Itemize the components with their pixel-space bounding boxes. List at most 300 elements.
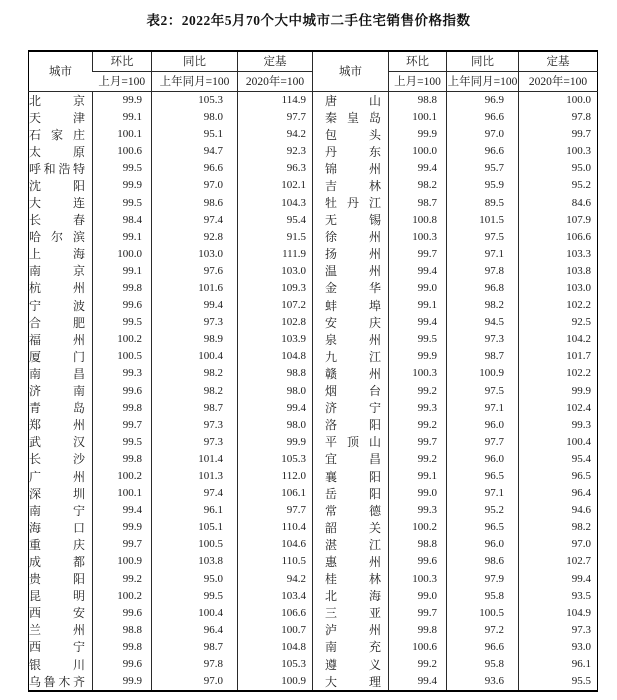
- city-name: 石家庄: [29, 127, 85, 142]
- city-name-cell: [29, 382, 93, 399]
- yoy-index-value: 98.7: [152, 638, 238, 655]
- city-name-cell: [313, 160, 389, 177]
- city-name-cell: [313, 485, 389, 502]
- yoy-index-value: 97.4: [152, 485, 238, 502]
- yoy-index-value: 96.1: [152, 502, 238, 519]
- city-name-cell: [29, 348, 93, 365]
- yoy-index-value: 96.0: [447, 416, 519, 433]
- city-name-cell: [29, 416, 93, 433]
- yoy-index-value: 96.6: [447, 109, 519, 126]
- yoy-index-value: 92.8: [152, 228, 238, 245]
- city-name: 大连: [29, 196, 85, 211]
- city-name-cell: [29, 160, 93, 177]
- table-row: [29, 245, 598, 262]
- fixed-index-value: 94.6: [519, 502, 598, 519]
- mom-index-value: 100.2: [389, 519, 447, 536]
- mom-index-value: 99.4: [389, 160, 447, 177]
- fixed-index-value: 103.0: [238, 262, 313, 279]
- mom-index-value: 99.4: [389, 314, 447, 331]
- city-name: 兰州: [29, 623, 85, 638]
- yoy-index-value: 97.0: [447, 126, 519, 143]
- mom-index-value: 99.9: [389, 126, 447, 143]
- city-name-cell: [313, 502, 389, 519]
- fixed-index-value: 104.9: [519, 604, 598, 621]
- yoy-index-value: 105.3: [152, 91, 238, 109]
- header-fixed-base-right: 定基: [519, 51, 598, 71]
- mom-index-value: 99.0: [389, 279, 447, 296]
- city-name: 武汉: [29, 435, 85, 450]
- fixed-index-value: 95.0: [519, 160, 598, 177]
- city-name-cell: [29, 570, 93, 587]
- city-name: 合肥: [29, 315, 85, 330]
- city-name: 无锡: [325, 213, 381, 228]
- city-name-cell: [313, 553, 389, 570]
- mom-index-value: 99.8: [93, 638, 152, 655]
- city-name: 丹东: [325, 144, 381, 159]
- yoy-index-value: 97.6: [152, 262, 238, 279]
- mom-index-value: 99.2: [93, 570, 152, 587]
- fixed-index-value: 112.0: [238, 467, 313, 484]
- fixed-index-value: 102.4: [519, 399, 598, 416]
- mom-index-value: 100.1: [93, 126, 152, 143]
- mom-index-value: 100.5: [93, 348, 152, 365]
- yoy-index-value: 96.6: [447, 143, 519, 160]
- city-name: 南昌: [29, 366, 85, 381]
- city-name-cell: [29, 467, 93, 484]
- fixed-index-value: 107.2: [238, 297, 313, 314]
- fixed-index-value: 92.3: [238, 143, 313, 160]
- fixed-index-value: 96.5: [519, 467, 598, 484]
- table-row: [29, 519, 598, 536]
- mom-index-value: 99.5: [93, 194, 152, 211]
- yoy-index-value: 96.4: [152, 621, 238, 638]
- yoy-index-value: 100.4: [152, 348, 238, 365]
- mom-index-value: 100.6: [389, 638, 447, 655]
- city-name-cell: [29, 194, 93, 211]
- yoy-index-value: 97.3: [152, 314, 238, 331]
- city-name-cell: [29, 399, 93, 416]
- city-name-cell: [313, 382, 389, 399]
- header-yoy-base-left: 上年同月=100: [152, 71, 238, 91]
- table-body: [29, 91, 598, 691]
- city-name-cell: [313, 638, 389, 655]
- city-name-cell: [29, 502, 93, 519]
- yoy-index-value: 95.7: [447, 160, 519, 177]
- yoy-index-value: 96.0: [447, 450, 519, 467]
- mom-index-value: 99.9: [93, 673, 152, 691]
- city-name-cell: [313, 211, 389, 228]
- fixed-index-value: 103.9: [238, 331, 313, 348]
- yoy-index-value: 100.4: [152, 604, 238, 621]
- table-row: [29, 279, 598, 296]
- city-name-cell: [313, 416, 389, 433]
- fixed-index-value: 94.2: [238, 570, 313, 587]
- city-name-cell: [313, 194, 389, 211]
- yoy-index-value: 98.2: [447, 297, 519, 314]
- city-name-cell: [313, 126, 389, 143]
- table-row: [29, 433, 598, 450]
- city-name: 牡丹江: [325, 196, 381, 211]
- table-row: [29, 502, 598, 519]
- city-name-cell: [313, 177, 389, 194]
- fixed-index-value: 106.1: [238, 485, 313, 502]
- yoy-index-value: 94.7: [152, 143, 238, 160]
- fixed-index-value: 99.4: [238, 399, 313, 416]
- header-mom-base-right: 上月=100: [389, 71, 447, 91]
- yoy-index-value: 93.6: [447, 673, 519, 691]
- header-fixed-base-label-left: 2020年=100: [238, 71, 313, 91]
- mom-index-value: 99.0: [389, 587, 447, 604]
- mom-index-value: 99.7: [93, 416, 152, 433]
- yoy-index-value: 96.9: [447, 91, 519, 109]
- yoy-index-value: 98.9: [152, 331, 238, 348]
- fixed-index-value: 95.5: [519, 673, 598, 691]
- fixed-index-value: 97.7: [238, 502, 313, 519]
- yoy-index-value: 98.2: [152, 365, 238, 382]
- fixed-index-value: 103.4: [238, 587, 313, 604]
- city-name: 蚌埠: [325, 298, 381, 313]
- city-name-cell: [29, 519, 93, 536]
- fixed-index-value: 102.2: [519, 365, 598, 382]
- mom-index-value: 99.7: [389, 433, 447, 450]
- mom-index-value: 99.8: [93, 279, 152, 296]
- city-name: 安庆: [325, 315, 381, 330]
- mom-index-value: 100.3: [389, 228, 447, 245]
- city-name: 济宁: [325, 401, 381, 416]
- city-name: 赣州: [325, 366, 381, 381]
- city-name: 长春: [29, 213, 85, 228]
- fixed-index-value: 102.2: [519, 297, 598, 314]
- yoy-index-value: 96.5: [447, 519, 519, 536]
- city-name-cell: [29, 536, 93, 553]
- fixed-index-value: 95.2: [519, 177, 598, 194]
- table-row: [29, 621, 598, 638]
- fixed-index-value: 111.9: [238, 245, 313, 262]
- city-name-cell: [29, 604, 93, 621]
- mom-index-value: 99.6: [93, 382, 152, 399]
- mom-index-value: 98.7: [389, 194, 447, 211]
- city-name-cell: [313, 604, 389, 621]
- city-name: 长沙: [29, 452, 85, 467]
- city-name: 韶关: [325, 520, 381, 535]
- mom-index-value: 100.9: [93, 553, 152, 570]
- yoy-index-value: 98.0: [152, 109, 238, 126]
- fixed-index-value: 91.5: [238, 228, 313, 245]
- city-name: 烟台: [325, 384, 381, 399]
- fixed-index-value: 103.0: [519, 279, 598, 296]
- mom-index-value: 99.6: [389, 553, 447, 570]
- mom-index-value: 100.3: [389, 570, 447, 587]
- fixed-index-value: 92.5: [519, 314, 598, 331]
- table-row: [29, 673, 598, 691]
- fixed-index-value: 103.3: [519, 245, 598, 262]
- price-index-table: [28, 50, 598, 692]
- fixed-index-value: 100.0: [519, 91, 598, 109]
- city-name: 泸州: [325, 623, 381, 638]
- city-name-cell: [313, 519, 389, 536]
- table-row: [29, 604, 598, 621]
- mom-index-value: 99.1: [93, 109, 152, 126]
- fixed-index-value: 104.8: [238, 348, 313, 365]
- yoy-index-value: 97.2: [447, 621, 519, 638]
- yoy-index-value: 99.5: [152, 587, 238, 604]
- mom-index-value: 100.8: [389, 211, 447, 228]
- city-name-cell: [313, 621, 389, 638]
- fixed-index-value: 100.4: [519, 433, 598, 450]
- yoy-index-value: 97.5: [447, 382, 519, 399]
- city-name: 九江: [325, 349, 381, 364]
- yoy-index-value: 95.9: [447, 177, 519, 194]
- city-name: 锦州: [325, 161, 381, 176]
- header-yoy-right: 同比: [447, 51, 519, 71]
- mom-index-value: 99.9: [93, 519, 152, 536]
- fixed-index-value: 102.7: [519, 553, 598, 570]
- mom-index-value: 99.3: [93, 365, 152, 382]
- mom-index-value: 99.9: [93, 177, 152, 194]
- city-name-cell: [29, 553, 93, 570]
- fixed-index-value: 106.6: [238, 604, 313, 621]
- city-name: 桂林: [325, 572, 381, 587]
- city-name: 天津: [29, 110, 85, 125]
- yoy-index-value: 98.2: [152, 382, 238, 399]
- mom-index-value: 100.1: [93, 485, 152, 502]
- city-name: 大理: [325, 674, 381, 689]
- city-name-cell: [29, 126, 93, 143]
- table-title: 表2：2022年5月70个大中城市二手住宅销售价格指数: [146, 13, 471, 28]
- table-row: [29, 177, 598, 194]
- city-name: 郑州: [29, 418, 85, 433]
- city-name: 西宁: [29, 640, 85, 655]
- city-name-cell: [313, 570, 389, 587]
- city-name: 徐州: [325, 230, 381, 245]
- city-name: 金华: [325, 281, 381, 296]
- city-name-cell: [313, 109, 389, 126]
- fixed-index-value: 84.6: [519, 194, 598, 211]
- city-name: 岳阳: [325, 486, 381, 501]
- city-name-cell: [29, 228, 93, 245]
- header-fixed-base-label-right: 2020年=100: [519, 71, 598, 91]
- table-row: [29, 365, 598, 382]
- yoy-index-value: 101.6: [152, 279, 238, 296]
- yoy-index-value: 97.5: [447, 228, 519, 245]
- city-name: 青岛: [29, 401, 85, 416]
- city-name: 吉林: [325, 178, 381, 193]
- city-name: 北海: [325, 589, 381, 604]
- mom-index-value: 99.6: [93, 297, 152, 314]
- city-name: 乌鲁木齐: [29, 674, 85, 689]
- city-name: 南宁: [29, 503, 85, 518]
- city-name-cell: [313, 331, 389, 348]
- mom-index-value: 98.8: [389, 91, 447, 109]
- city-name-cell: [313, 536, 389, 553]
- city-name-cell: [29, 297, 93, 314]
- city-name-cell: [313, 673, 389, 691]
- city-name: 哈尔滨: [29, 230, 85, 245]
- city-name: 重庆: [29, 537, 85, 552]
- city-name: 厦门: [29, 349, 85, 364]
- yoy-index-value: 97.7: [447, 433, 519, 450]
- fixed-index-value: 104.3: [238, 194, 313, 211]
- yoy-index-value: 98.7: [152, 399, 238, 416]
- yoy-index-value: 98.7: [447, 348, 519, 365]
- city-name: 唐山: [325, 93, 381, 108]
- header-fixed-base-left: 定基: [238, 51, 313, 71]
- city-name: 宜昌: [325, 452, 381, 467]
- mom-index-value: 100.2: [93, 587, 152, 604]
- city-name-cell: [313, 399, 389, 416]
- yoy-index-value: 96.0: [447, 536, 519, 553]
- mom-index-value: 99.8: [93, 450, 152, 467]
- city-name: 平顶山: [325, 435, 381, 450]
- yoy-index-value: 97.0: [152, 673, 238, 691]
- yoy-index-value: 103.8: [152, 553, 238, 570]
- yoy-index-value: 97.8: [152, 656, 238, 673]
- table-row: [29, 536, 598, 553]
- city-name: 洛阳: [325, 418, 381, 433]
- city-name-cell: [313, 587, 389, 604]
- fixed-index-value: 105.3: [238, 656, 313, 673]
- table-row: [29, 467, 598, 484]
- city-name: 海口: [29, 520, 85, 535]
- mom-index-value: 100.0: [389, 143, 447, 160]
- mom-index-value: 99.9: [389, 348, 447, 365]
- yoy-index-value: 89.5: [447, 194, 519, 211]
- yoy-index-value: 99.4: [152, 297, 238, 314]
- yoy-index-value: 94.5: [447, 314, 519, 331]
- mom-index-value: 99.4: [389, 262, 447, 279]
- city-name-cell: [313, 245, 389, 262]
- city-name: 西安: [29, 606, 85, 621]
- fixed-index-value: 99.3: [519, 416, 598, 433]
- table-row: [29, 450, 598, 467]
- yoy-index-value: 97.1: [447, 399, 519, 416]
- table-row: [29, 160, 598, 177]
- fixed-index-value: 99.9: [519, 382, 598, 399]
- fixed-index-value: 105.3: [238, 450, 313, 467]
- mom-index-value: 98.8: [389, 536, 447, 553]
- city-name: 济南: [29, 384, 85, 399]
- mom-index-value: 100.2: [93, 467, 152, 484]
- city-name: 上海: [29, 247, 85, 262]
- yoy-index-value: 101.5: [447, 211, 519, 228]
- yoy-index-value: 95.8: [447, 656, 519, 673]
- fixed-index-value: 110.4: [238, 519, 313, 536]
- fixed-index-value: 96.4: [519, 485, 598, 502]
- city-name-cell: [29, 262, 93, 279]
- yoy-index-value: 96.5: [447, 467, 519, 484]
- mom-index-value: 99.5: [389, 331, 447, 348]
- fixed-index-value: 100.3: [519, 143, 598, 160]
- city-name: 杭州: [29, 281, 85, 296]
- yoy-index-value: 97.3: [152, 433, 238, 450]
- mom-index-value: 100.3: [389, 365, 447, 382]
- mom-index-value: 99.3: [389, 502, 447, 519]
- table-row: [29, 143, 598, 160]
- table-row: [29, 228, 598, 245]
- city-name-cell: [313, 348, 389, 365]
- mom-index-value: 98.2: [389, 177, 447, 194]
- mom-index-value: 99.8: [93, 399, 152, 416]
- city-name: 贵阳: [29, 572, 85, 587]
- table-row: [29, 126, 598, 143]
- yoy-index-value: 95.8: [447, 587, 519, 604]
- city-name-cell: [313, 91, 389, 109]
- yoy-index-value: 101.3: [152, 467, 238, 484]
- yoy-index-value: 95.1: [152, 126, 238, 143]
- city-name-cell: [29, 587, 93, 604]
- fixed-index-value: 107.9: [519, 211, 598, 228]
- fixed-index-value: 100.9: [238, 673, 313, 691]
- fixed-index-value: 95.4: [519, 450, 598, 467]
- fixed-index-value: 106.6: [519, 228, 598, 245]
- city-name-cell: [29, 433, 93, 450]
- city-name: 沈阳: [29, 178, 85, 193]
- table-row: [29, 416, 598, 433]
- fixed-index-value: 102.1: [238, 177, 313, 194]
- city-name-cell: [29, 673, 93, 691]
- mom-index-value: 99.1: [93, 262, 152, 279]
- table-row: [29, 109, 598, 126]
- city-name: 惠州: [325, 554, 381, 569]
- city-name-cell: [313, 365, 389, 382]
- mom-index-value: 98.8: [93, 621, 152, 638]
- header-mom-base-left: 上月=100: [93, 71, 152, 91]
- table-header: [29, 51, 598, 91]
- mom-index-value: 99.4: [389, 673, 447, 691]
- header-yoy-base-right: 上年同月=100: [447, 71, 519, 91]
- mom-index-value: 100.2: [93, 331, 152, 348]
- city-name: 福州: [29, 332, 85, 347]
- fixed-index-value: 99.7: [519, 126, 598, 143]
- fixed-index-value: 93.5: [519, 587, 598, 604]
- table-row: [29, 194, 598, 211]
- yoy-index-value: 97.1: [447, 245, 519, 262]
- mom-index-value: 99.3: [389, 399, 447, 416]
- table-row: [29, 485, 598, 502]
- fixed-index-value: 94.2: [238, 126, 313, 143]
- yoy-index-value: 98.6: [447, 553, 519, 570]
- fixed-index-value: 99.9: [238, 433, 313, 450]
- city-name-cell: [29, 211, 93, 228]
- mom-index-value: 99.7: [93, 536, 152, 553]
- fixed-index-value: 98.0: [238, 416, 313, 433]
- table-row: [29, 348, 598, 365]
- mom-index-value: 99.5: [93, 160, 152, 177]
- city-name-cell: [313, 467, 389, 484]
- header-mom-right: 环比: [389, 51, 447, 71]
- table-row: [29, 382, 598, 399]
- city-name: 三亚: [325, 606, 381, 621]
- fixed-index-value: 97.8: [519, 109, 598, 126]
- city-name-cell: [313, 450, 389, 467]
- table-row: [29, 570, 598, 587]
- city-name-cell: [29, 331, 93, 348]
- city-name: 湛江: [325, 537, 381, 552]
- fixed-index-value: 98.2: [519, 519, 598, 536]
- city-name-cell: [29, 91, 93, 109]
- mom-index-value: 99.7: [389, 604, 447, 621]
- city-name-cell: [29, 450, 93, 467]
- mom-index-value: 98.4: [93, 211, 152, 228]
- table-row: [29, 399, 598, 416]
- fixed-index-value: 97.3: [519, 621, 598, 638]
- yoy-index-value: 100.5: [447, 604, 519, 621]
- yoy-index-value: 98.6: [152, 194, 238, 211]
- yoy-index-value: 97.3: [447, 331, 519, 348]
- yoy-index-value: 97.8: [447, 262, 519, 279]
- city-name-cell: [29, 621, 93, 638]
- city-name-cell: [313, 228, 389, 245]
